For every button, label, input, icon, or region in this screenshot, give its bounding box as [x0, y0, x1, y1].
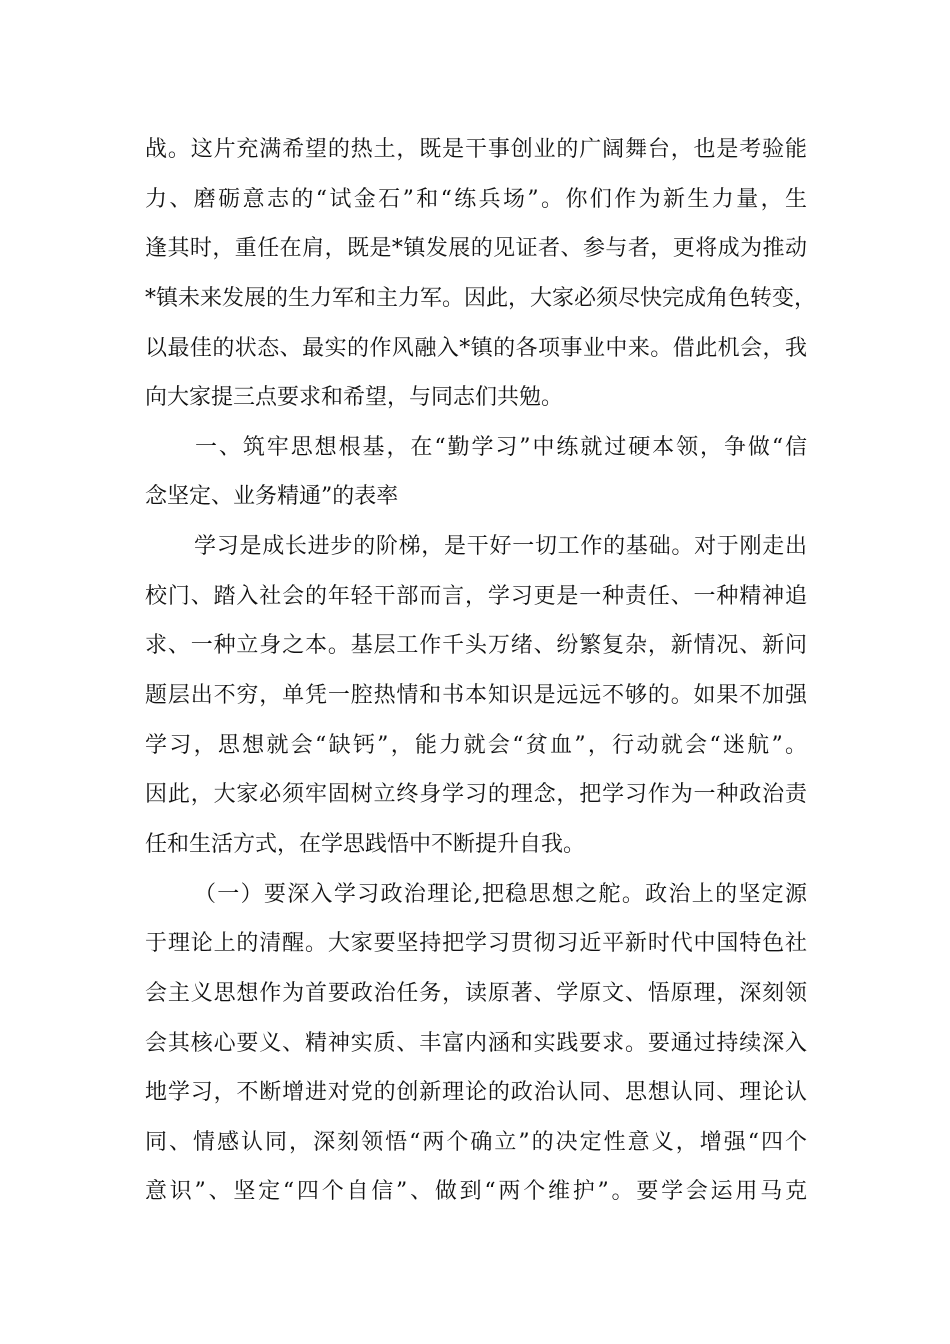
paragraph-line: 因此，大家必须牢固树立终身学习的理念，把学习作为一种政治责 [145, 782, 807, 808]
paragraph-line: 会其核心要义、精神实质、丰富内涵和实践要求。要通过持续深入 [145, 1030, 807, 1056]
paragraph-line: 意识”、坚定“四个自信”、做到“两个维护”。要学会运用马克 [145, 1179, 807, 1205]
paragraph-line: 任和生活方式，在学思践悟中不断提升自我。 [145, 831, 586, 857]
document-body [145, 125, 817, 1217]
paragraph-line: 同、情感认同，深刻领悟“两个确立”的决定性意义，增强“四个 [145, 1129, 807, 1155]
paragraph-line: 逢其时，重任在肩，既是*镇发展的见证者、参与者，更将成为推动 [145, 236, 807, 262]
paragraph-line: *镇未来发展的生力军和主力军。因此，大家必须尽快完成角色转变， [145, 285, 817, 311]
section-heading-line: 念坚定、业务精通”的表率 [145, 484, 399, 510]
paragraph-line: 学习是成长进步的阶梯，是干好一切工作的基础。对于刚走出 [194, 534, 807, 560]
paragraph-line: 地学习，不断增进对党的创新理论的政治认同、思想认同、理论认 [145, 1080, 807, 1106]
paragraph-line: （一）要深入学习政治理论,把稳思想之舵。政治上的坚定源 [194, 881, 807, 907]
paragraph-line: 求、一种立身之本。基层工作千头万绪、纷繁复杂，新情况、新问 [145, 633, 807, 659]
paragraph-line: 战。这片充满希望的热土，既是干事创业的广阔舞台，也是考验能 [145, 137, 807, 162]
paragraph-line: 题层出不穷，单凭一腔热情和书本知识是远远不够的。如果不加强 [145, 683, 807, 709]
paragraph-line: 向大家提三点要求和希望，与同志们共勉。 [145, 385, 564, 411]
paragraph-line: 学习，思想就会“缺钙”，能力就会“贫血”，行动就会“迷航”。 [145, 732, 807, 758]
paragraph-line: 于理论上的清醒。大家要坚持把学习贯彻习近平新时代中国特色社 [145, 931, 807, 957]
paragraph-line: 会主义思想作为首要政治任务，读原著、学原文、悟原理，深刻领 [145, 980, 807, 1006]
section-heading-line: 一、筑牢思想根基，在“勤学习”中练就过硬本领，争做“信 [195, 434, 807, 460]
paragraph-line: 力、磨砺意志的“试金石”和“练兵场”。你们作为新生力量，生 [145, 186, 807, 212]
paragraph-line: 以最佳的状态、最实的作风融入*镇的各项事业中来。借此机会，我 [145, 335, 807, 361]
paragraph-line: 校门、踏入社会的年轻干部而言，学习更是一种责任、一种精神追 [145, 583, 807, 609]
